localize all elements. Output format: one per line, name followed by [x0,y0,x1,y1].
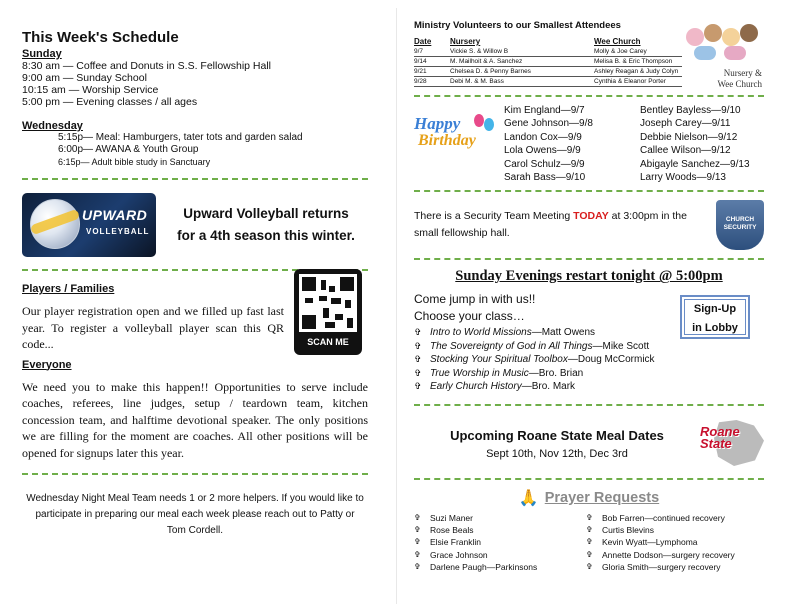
today-highlight: TODAY [573,210,609,223]
prayer-item: ✞ Annette Dodson—surgery recovery [586,549,735,560]
section-divider [414,258,764,260]
table-row: 9/14 M. Mailhoit & A. Sanchez Melisa B. & Eric Thompson [414,57,682,67]
prayer-list [414,512,764,573]
birthday-item: Sarah Bass—9/10 [504,172,586,184]
cross-icon: ✞ [586,537,593,547]
table-row: 9/7 Vickie S. & Willow B Molly & Joe Carey [414,47,682,57]
nursery-kids-image [680,22,762,92]
sunday-item: 8:30 am — Coffee and Donuts in S.S. Fellowship Hall [22,60,272,72]
prayer-item: ✞ Grace Johnson [414,549,488,560]
prayer-item: ✞ Suzi Maner [414,512,473,523]
prayer-item: ✞ Gloria Smith—surgery recovery [586,561,721,572]
cross-icon: ✞ [414,561,421,571]
church-security-badge: CHURCH SECURITY [716,200,764,250]
balloon-icon [474,114,484,127]
cross-icon: ✞ [586,561,593,571]
wednesday-item: 5:15p— Meal: Hamburgers, tater tots and garden salad [58,132,303,143]
birthday-list [504,104,760,184]
class-item: ✞ Early Church History —Bro. Mark [414,381,576,393]
class-item: ✞ True Worship in Music —Bro. Brian [414,367,584,379]
wednesday-item: 6:00p— AWANA & Youth Group [58,144,199,155]
left-column [22,22,368,539]
nursery-caption: Nursery & Wee Church [717,68,762,89]
birthday-item: Abigayle Sanchez—9/13 [640,158,750,170]
birthday-item: Debbie Nielson—9/12 [640,131,738,143]
col-wee-church: Wee Church [594,37,641,46]
players-section [22,283,368,461]
birthday-item: Lola Owens—9/9 [504,145,581,157]
birthday-section [414,104,764,184]
everyone-title: Everyone [22,358,72,371]
birthday-item: Landon Cox—9/9 [504,131,582,143]
section-divider [414,478,764,480]
child-icon [722,28,740,46]
section-divider [22,178,368,180]
schedule-title: This Week's Schedule [22,29,179,46]
cross-icon: ✞ [586,549,593,559]
section-divider [414,404,764,406]
right-column [414,20,764,573]
table-row: 9/28 Debi M. & M. Bass Cynthia & Eleanor Porter [414,77,682,87]
prayer-item: ✞ Curtis Blevins [586,525,654,536]
center-fold [396,8,397,604]
cross-icon: ✞ [586,525,593,535]
prayer-item: ✞ Kevin Wyatt—Lymphoma [586,537,698,548]
meal-team-note: Wednesday Night Meal Team needs 1 or 2 more helpers. If you would like to participate in preparing our meal each week please reach out to Patty or Tom Cordell. [26,493,364,536]
volunteers-table [414,37,682,87]
col-date: Date [414,37,432,46]
prayer-header [414,488,764,508]
wednesday-label: Wednesday [22,120,83,132]
cross-icon: ✞ [414,367,422,378]
everyone-text: We need you to make this happen!! Opportunities to serve include coaches, referees, line judges, setup / teardown team, kitchen concession team, and halftime devotional speaker. The only positions we are filling for the moment are coaches. All other positions will be opened for signups later this year. [22,379,368,460]
roane-state-logo: Roane State [700,420,764,468]
section-divider [414,95,764,97]
happy-birthday-image: Happy Birthday [414,114,498,176]
section-divider [22,473,368,475]
wednesday-item: 6:15p— Adult bible study in Sanctuary [58,157,211,167]
cross-icon: ✞ [414,512,421,522]
upward-logo-sub: VOLLEYBALL [86,227,150,236]
birthday-item: Carol Schulz—9/9 [504,158,585,170]
qr-code[interactable] [294,269,362,355]
prayer-title: Prayer Requests [544,489,660,506]
cross-icon: ✞ [414,525,421,535]
qr-scan-label: SCAN ME [307,337,349,347]
signup-in-lobby-box: Sign-Up in Lobby [680,295,750,339]
sunday-label: Sunday [22,48,62,60]
child-icon [704,24,722,42]
birthday-item: Bentley Bayless—9/10 [640,105,741,116]
cross-icon: ✞ [414,381,422,392]
security-text: There is a Security Team Meeting TODAY at 3:00pm in the small fellowship hall. [414,210,687,240]
upward-volleyball-logo [22,193,156,257]
sunday-item: 9:00 am — Sunday School [22,72,147,84]
table-row: 9/21 Chelsea D. & Penny Barnes Ashley Reagan & Judy Colyn [414,67,682,77]
prayer-item: ✞ Rose Beals [414,525,474,536]
cross-icon: ✞ [414,340,422,351]
cross-icon: ✞ [414,354,422,365]
come-jump-line: Come jump in with us!! [414,292,536,307]
upward-logo-word: UPWARD [82,207,148,223]
players-text: Our player registration open and we filled up fast last year. To register a volleyball player scan this QR code... [22,304,284,351]
cross-icon: ✞ [414,549,421,559]
prayer-item: ✞ Elsie Franklin [414,537,482,548]
cross-icon: ✞ [414,327,422,338]
prayer-item: ✞ Darlene Paugh—Parkinsons [414,561,538,572]
sunday-item: 10:15 am — Worship Service [22,84,159,96]
roane-dates: Sept 10th, Nov 12th, Dec 3rd [486,447,628,460]
class-item: ✞ Intro to World Missions —Matt Owens [414,327,596,339]
choose-class-line: Choose your class… [414,309,525,324]
birthday-item: Gene Johnson—9/8 [504,118,593,130]
security-section [414,200,764,250]
class-item: ✞ The Sovereignty of God in All Things —Mike Scott [414,340,650,352]
praying-hands-icon: 🙏 [518,489,539,507]
upward-headline: Upward Volleyball returns for a 4th season this winter. [177,206,355,243]
birthday-item: Joseph Carey—9/11 [640,118,731,130]
sunday-evenings-headline: Sunday Evenings restart tonight @ 5:00pm [455,268,723,285]
players-title: Players / Families [22,283,115,295]
roane-state-section [414,420,764,468]
sunday-item: 5:00 pm — Evening classes / all ages [22,96,198,108]
prayer-item: ✞ Bob Farren—continued recovery [586,512,725,523]
birthday-item: Callee Wilson—9/12 [640,145,731,157]
cross-icon: ✞ [414,537,421,547]
birthday-item: Kim England—9/7 [504,105,585,116]
class-item: ✞ Stocking Your Spiritual Toolbox —Doug McCormick [414,354,655,366]
roane-headline: Upcoming Roane State Meal Dates [450,427,664,443]
balloon-icon [484,118,494,131]
volunteers-section [414,20,764,87]
child-icon [740,24,758,42]
birthday-item: Larry Woods—9/13 [640,172,726,184]
upward-section [22,193,368,257]
volunteers-title: Ministry Volunteers to our Smallest Attendees [414,20,621,31]
cross-icon: ✞ [586,512,593,522]
section-divider [414,190,764,192]
col-nursery: Nursery [450,37,481,46]
classes-section [414,291,764,394]
qr-code-image [299,274,357,332]
child-icon [686,28,704,46]
